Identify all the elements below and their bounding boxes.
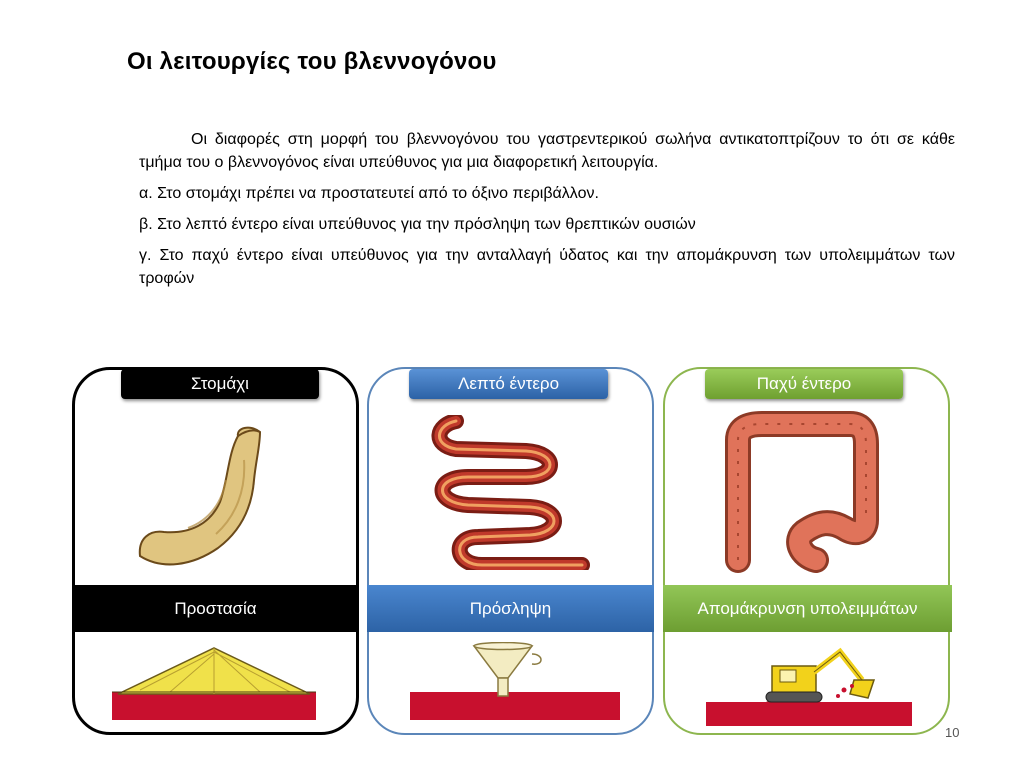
slide-title: Οι λειτουργίες του βλεννογόνου [127,48,497,75]
point-c: γ. Στο παχύ έντερο είναι υπεύθυνος για την ανταλλαγή ύδατος και την απομάκρυνση των υπολειμμάτων των τροφών [139,247,955,287]
large-intestine-illustration [722,410,882,575]
protection-illustration [110,640,320,728]
body-text [139,128,955,290]
small-intestine-illustration [422,415,592,570]
point-a: α. Στο στομάχι πρέπει να προστατευτεί από το όξινο περιβάλλον. [139,185,599,202]
stomach-illustration [132,420,282,570]
large-intestine-function-band: Απομάκρυνση υπολειμμάτων [663,585,952,632]
intro-paragraph: Οι διαφορές στη μορφή του βλεννογόνου του γαστρεντερικού σωλήνα αντικατοπτρίζουν το ότι σε κάθε τμήμα του ο βλεννογόνος είναι υπεύθυνος για μια διαφορετική λειτουργία. [139,131,955,171]
large-intestine-title-tag: Παχύ έντερο [705,369,903,399]
removal-illustration [702,646,914,730]
page-number: 10 [945,725,960,740]
stomach-function-band: Προστασία [72,585,359,632]
small-intestine-function-band: Πρόσληψη [367,585,654,632]
point-b: β. Στο λεπτό έντερο είναι υπεύθυνος για την πρόσληψη των θρεπτικών ουσιών [139,216,696,233]
stomach-title-tag: Στομάχι [121,369,319,399]
absorption-illustration [408,642,623,728]
small-intestine-title-tag: Λεπτό έντερο [409,369,608,399]
